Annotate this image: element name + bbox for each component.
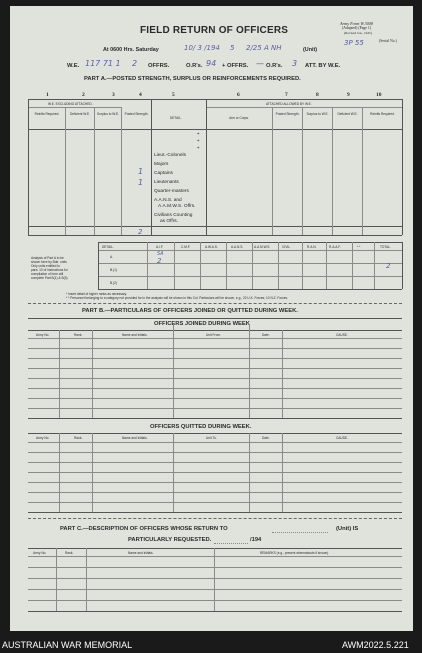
right-head-deficient: Deficient W.E.: [337, 112, 358, 116]
quitted-col-line: [59, 433, 60, 512]
part-c-date-tail: /194: [250, 537, 262, 543]
revised-label: (Revised Jan., 1945): [344, 31, 372, 35]
we-excl-head: W.E. EXCLUDING ATTACHED.: [48, 102, 93, 106]
form-page: [10, 6, 413, 631]
table-a-line: [28, 129, 402, 130]
col-number: 10: [376, 92, 382, 98]
rank-row: A.A.N.S. and: [154, 198, 182, 203]
part-c-row-line: [28, 567, 402, 568]
plus-offrs-label: + OFFRS.: [222, 63, 249, 69]
joined-row-line: [28, 398, 402, 399]
analysis-head-aamws: A.A.M.W.S.: [254, 245, 271, 249]
joined-line: [28, 338, 402, 339]
left-head-surplus: Surplus to W.E.: [97, 112, 119, 116]
quitted-row-line: [28, 492, 402, 493]
analysis-line: [326, 242, 327, 289]
col-number: 6: [237, 92, 240, 98]
analysis-line: [402, 242, 403, 289]
analysis-line: [252, 242, 253, 289]
col-number: 1: [46, 92, 49, 98]
part-c-row-line: [28, 578, 402, 579]
analysis-head-aans: A.A.N.S.: [231, 245, 244, 249]
joined-col-line: [92, 330, 93, 418]
analysis-head-raaf: R.A.A.F.: [329, 245, 341, 249]
right-head-reinfts: Reinfts Required.: [370, 112, 395, 116]
analysis-line: [98, 276, 402, 277]
right-head-posted: Posted Strength.: [275, 112, 300, 116]
quitted-col-line: [173, 433, 174, 512]
quitted-row-line: [28, 482, 402, 483]
rank-row: A.A.M.W.S. Offrs.: [158, 204, 196, 209]
star-mark: *: [197, 133, 200, 138]
analysis-line: [98, 242, 402, 243]
analysis-note: Only units entitled to: [31, 264, 60, 268]
unit-label: (Unit): [303, 47, 318, 53]
analysis-head-detail: DETAIL.: [102, 245, 114, 249]
table-a-border: [402, 99, 403, 235]
footnote-1: * Insert detail of higher ranks as necessary.: [66, 292, 127, 296]
quitted-head-cause: CAUSE.: [336, 436, 348, 440]
analysis-row-b2: B.(2): [110, 281, 117, 285]
joined-col-line: [282, 330, 283, 418]
date-hand: 10/ 3 /194: [184, 44, 220, 52]
analysis-note: para. 10 of instructions for: [31, 268, 68, 272]
right-head-surplus: Surplus to W.E.: [306, 112, 329, 116]
rank-row: as Offrs.: [160, 219, 179, 224]
table-a-line: [206, 99, 207, 235]
table-a-line: [206, 107, 402, 108]
analysis-head-civil: CIVIL.: [282, 245, 291, 249]
analysis-line: [98, 289, 402, 290]
quitted-line: [28, 433, 402, 434]
analysis-line: [302, 242, 303, 289]
joined-row-line: [28, 378, 402, 379]
part-b-line: [28, 318, 402, 319]
analysis-line: [174, 242, 175, 289]
joined-col-line: [59, 330, 60, 418]
unit-hand: 2/25 A NH: [246, 44, 282, 52]
part-c-col-line: [214, 548, 215, 611]
analysis-head-aif: A.I.F.: [156, 245, 164, 249]
quitted-col-line: [282, 433, 283, 512]
offrs-hand: 2: [132, 59, 138, 68]
joined-row-line: [28, 368, 402, 369]
part-c-head-name: Name and Initials.: [128, 551, 154, 555]
army-form-label: Army Form W.3008: [340, 21, 373, 26]
part-c-bottom-line: [28, 611, 402, 612]
analysis-head-ran: R.A.N.: [307, 245, 317, 249]
aif-hand-2: SA: [157, 251, 164, 257]
part-c-title-b: PARTICULARLY REQUESTED.: [128, 537, 212, 543]
left-head-deficient: Deficient W.E.: [69, 112, 91, 116]
table-a-border: [28, 99, 29, 235]
part-a-title: PART A.—POSTED STRENGTH, SURPLUS OR REINFORCEMENTS REQUIRED.: [84, 76, 301, 82]
part-b-title: PART B.—PARTICULARS OF OFFICERS JOINED OR QUITTED DURING WEEK.: [82, 308, 298, 314]
ors-label: O.R's.: [186, 63, 203, 69]
quitted-row-line: [28, 462, 402, 463]
table-a-line: [332, 107, 333, 235]
analysis-note: shown here by Bde. units: [31, 260, 67, 264]
att-label: ATT. BY W.E.: [305, 63, 341, 69]
dashed-separator: [28, 303, 402, 304]
col-number: 5: [172, 92, 175, 98]
quitted-col-line: [249, 433, 250, 512]
rank-row: Majors: [154, 162, 169, 167]
analysis-note: Analysis of Part A to be: [31, 256, 64, 260]
star-mark: *: [197, 147, 200, 152]
analysis-head-awas: A.W.A.S.: [205, 245, 218, 249]
table-a-line: [362, 107, 363, 235]
part-c-unit-blank: [272, 532, 328, 533]
part-c-head-rank: Rank.: [65, 551, 74, 555]
table-a-line: [272, 107, 273, 235]
quitted-title: OFFICERS QUITTED DURING WEEK.: [150, 424, 252, 430]
analysis-line: [200, 242, 201, 289]
right-head-arm: Arm or Corps.: [229, 116, 249, 120]
col-number: 4: [139, 92, 142, 98]
analysis-row-b1: B.(1): [110, 268, 117, 272]
analysis-head-other: * *: [357, 245, 361, 249]
col-number: 2: [82, 92, 85, 98]
table-a-top-line: [28, 99, 402, 100]
part-c-date-blank: [214, 543, 248, 544]
plus-offrs-hand: —: [256, 59, 264, 68]
joined-row-line: [28, 358, 402, 359]
footer-accession: AWM2022.5.221: [342, 640, 409, 650]
analysis-note: compilation of form will: [31, 272, 64, 276]
joined-bottom-line: [28, 418, 402, 419]
dashed-separator: [28, 518, 402, 519]
detail-head: DETAIL.: [170, 116, 182, 120]
col-number: 3: [112, 92, 115, 98]
col-number: 7: [285, 92, 288, 98]
we-hand: 117 71 1: [85, 59, 121, 68]
part-c-title-a: PART C.—DESCRIPTION OF OFFICERS WHOSE RETURN TO: [60, 526, 228, 532]
we-label: W.E.: [67, 63, 80, 69]
rank-row: Lieutenants: [154, 180, 179, 185]
analysis-row-a: A.: [110, 255, 114, 259]
joined-col-line: [249, 324, 250, 418]
quitted-head-name: Name and Initials.: [122, 436, 148, 440]
analysis-line: [278, 242, 279, 289]
analysis-line: [98, 250, 402, 251]
adapted-label: (Adapted) (Page 1): [342, 26, 372, 30]
form-title: FIELD RETURN OF OFFICERS: [140, 25, 289, 36]
joined-head-name: Name and Initials.: [122, 333, 148, 337]
quitted-head-date: Date.: [262, 436, 270, 440]
analysis-line: [352, 242, 353, 289]
footer-source: AUSTRALIAN WAR MEMORIAL: [2, 640, 133, 650]
table-a-line: [151, 99, 152, 235]
quitted-row-line: [28, 502, 402, 503]
att-allowed-head: ATTACHED ALLOWED BY W.E.: [266, 102, 312, 106]
rank-row: Quarter-masters: [154, 189, 189, 194]
quitted-head-rank: Rank.: [74, 436, 83, 440]
ors-hand: 94: [206, 59, 217, 68]
quitted-row-line: [28, 472, 402, 473]
analysis-head-total: TOTAL.: [380, 245, 391, 249]
joined-head-date: Date.: [262, 333, 270, 337]
rank-row: Civilians Counting: [154, 213, 193, 218]
part-c-col-line: [56, 548, 57, 611]
analysis-line: [147, 242, 148, 289]
total-hand: 2: [138, 228, 143, 236]
part-c-unit-is: (Unit) IS: [336, 526, 359, 532]
table-a-line: [94, 107, 95, 235]
part-c-col-line: [86, 548, 87, 611]
joined-head-cause: CAUSE.: [336, 333, 348, 337]
joined-row-line: [28, 408, 402, 409]
rank-row: Captains: [154, 171, 173, 176]
year-hand: 5: [230, 44, 235, 52]
analysis-line: [226, 242, 227, 289]
part-c-head-remarks: REMARKS (e.g., present whereabouts if known).: [260, 551, 330, 555]
joined-head-unit: Unit From.: [206, 333, 221, 337]
table-a-line: [28, 107, 121, 108]
ors2-hand: 3: [292, 59, 298, 68]
col-number: 8: [316, 92, 319, 98]
table-a-line: [28, 235, 402, 236]
part-c-row-line: [28, 589, 402, 590]
aif-hand: 2: [157, 257, 162, 265]
quitted-row-line: [28, 452, 402, 453]
posted-hand: 1: [138, 178, 144, 187]
table-a-line: [302, 107, 303, 235]
left-head-reinfts: Reinfts Required.: [34, 112, 60, 116]
analysis-note: complete Part B(1) & B(3).: [31, 276, 69, 280]
quitted-col-line: [92, 433, 93, 512]
offrs-label: OFFRS.: [148, 63, 170, 69]
analysis-line: [98, 263, 402, 264]
part-c-head-armyno: Army No.: [33, 551, 47, 555]
archive-footer: [0, 638, 422, 653]
footnote-2: * * Personnel belonging to a category not provided for in the analysis will be shown in this Col. Particulars will be shown, e.g., 20 U.K. Forces; 10 N.Z. Forces.: [66, 296, 288, 300]
part-c-line: [28, 548, 402, 549]
analysis-head-cmf: C.M.F.: [181, 245, 191, 249]
quitted-line: [28, 442, 402, 443]
rank-row: Lieut.-Colonels: [154, 153, 186, 158]
serial-number: 3P 55: [344, 39, 364, 47]
part-c-row-line: [28, 600, 402, 601]
star-mark: *: [197, 140, 200, 145]
serial-label: (Serial No.): [379, 39, 397, 43]
joined-head-rank: Rank.: [74, 333, 83, 337]
joined-row-line: [28, 348, 402, 349]
joined-col-line: [173, 324, 174, 418]
part-c-line: [28, 556, 402, 557]
analysis-line: [374, 242, 375, 289]
table-a-line: [28, 226, 402, 227]
at-line: At 0600 Hrs. Saturday: [103, 47, 159, 53]
left-head-posted: Posted Strength.: [124, 112, 149, 116]
posted-hand: 1: [138, 167, 144, 176]
analysis-line: [98, 242, 99, 289]
joined-head-armyno: Army No.: [36, 333, 50, 337]
quitted-head-armyno: Army No.: [36, 436, 50, 440]
joined-title: OFFICERS JOINED DURING WEEK: [154, 321, 250, 327]
quitted-head-unit: Unit To.: [206, 436, 217, 440]
col-number: 9: [347, 92, 350, 98]
joined-line: [28, 330, 402, 331]
analysis-total-hand: 2: [386, 262, 391, 270]
table-a-line: [121, 107, 122, 235]
joined-row-line: [28, 388, 402, 389]
table-a-line: [65, 107, 66, 235]
quitted-bottom-line: [28, 512, 402, 513]
ors2-label: O.R's.: [266, 63, 283, 69]
